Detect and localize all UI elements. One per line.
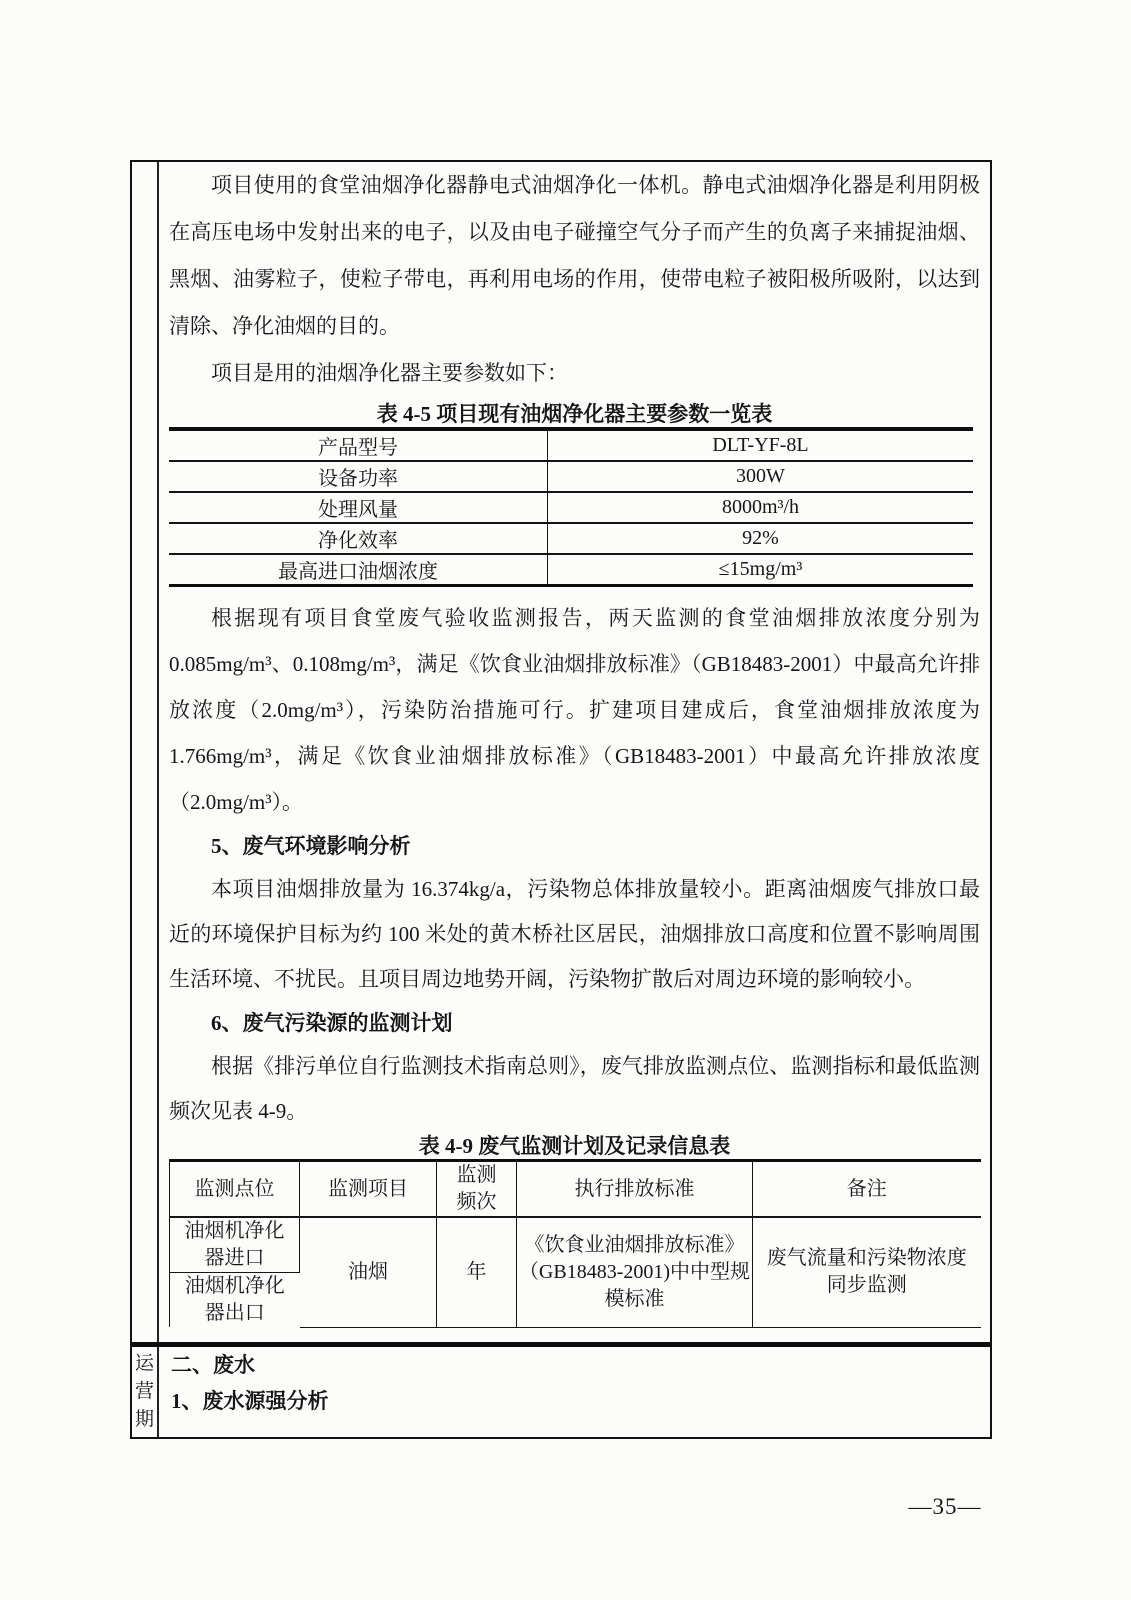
col-header-note: 备注 bbox=[753, 1161, 981, 1218]
param-value: ≤15mg/m³ bbox=[548, 554, 974, 586]
param-value: 92% bbox=[548, 523, 974, 554]
row-header-operation-period: 运营期 bbox=[132, 1347, 159, 1437]
monitor-frequency: 年 bbox=[437, 1217, 517, 1327]
section-heading-5: 5、废气环境影响分析 bbox=[211, 834, 411, 858]
param-label: 设备功率 bbox=[169, 461, 548, 492]
paragraph-params-lead: 项目是用的油烟净化器主要参数如下： bbox=[211, 361, 568, 385]
table-row bbox=[169, 461, 973, 492]
section-heading-6: 6、废气污染源的监测计划 bbox=[211, 1011, 453, 1035]
paragraph-impact-analysis: 本项目油烟排放量为 16.374kg/a，污染物总体排放量较小。距离油烟废气排放口最近的环境保护目标为约 100 米处的黄木桥社区居民，油烟排放口高度和位置不影响周围生活环境、不扰民。且项目周边地势开阔，污染物扩散后对周边环境的影响较小。 bbox=[169, 877, 980, 991]
param-label: 产品型号 bbox=[169, 429, 548, 461]
col-header-item: 监测项目 bbox=[300, 1161, 437, 1218]
subsection-1-heading: 1、废水源强分析 bbox=[171, 1389, 329, 1413]
param-value: 8000m³/h bbox=[548, 492, 974, 523]
param-label: 最高进口油烟浓度 bbox=[169, 554, 548, 586]
param-value: DLT-YF-8L bbox=[712, 434, 809, 456]
monitor-point-inlet: 油烟机净化器进口 bbox=[170, 1217, 300, 1273]
param-label: 净化效率 bbox=[169, 523, 548, 554]
col-header-standard: 执行排放标准 bbox=[517, 1161, 753, 1218]
table-4-5-title: 表 4-5 项目现有油烟净化器主要参数一览表 bbox=[376, 402, 773, 426]
waste-water-content-cell bbox=[159, 1347, 990, 1437]
page-number: —35— bbox=[908, 1494, 982, 1519]
table-row bbox=[169, 523, 973, 554]
table-4-9-title: 表 4-9 废气监测计划及记录信息表 bbox=[418, 1134, 731, 1158]
table-row-inlet bbox=[170, 1217, 981, 1273]
table-header-row bbox=[170, 1161, 981, 1218]
monitor-point-outlet: 油烟机净化器出口 bbox=[184, 1275, 285, 1324]
table-row-waste-water bbox=[132, 1347, 990, 1437]
col-header-point: 监测点位 bbox=[170, 1161, 300, 1218]
table-row bbox=[169, 492, 973, 523]
monitor-note: 废气流量和污染物浓度同步监测 bbox=[753, 1217, 981, 1327]
paragraph-purifier-principle: 项目使用的食堂油烟净化器静电式油烟净化一体机。静电式油烟净化器是利用阴极在高压电场中发射出来的电子，以及由电子碰撞空气分子而产生的负离子来捕捉油烟、黑烟、油雾粒子，使粒子带电，再利用电场的作用，使带电粒子被阳极所吸附，以达到清除、净化油烟的目的。 bbox=[169, 173, 980, 338]
monitor-item: 油烟 bbox=[300, 1217, 437, 1327]
table-4-5-purifier-params bbox=[169, 427, 973, 587]
param-value: 300W bbox=[548, 461, 974, 492]
col-header-frequency: 监测频次 bbox=[437, 1161, 517, 1218]
table-row bbox=[169, 554, 973, 586]
paragraph-monitoring-plan: 根据《排污单位自行监测技术指南总则》，废气排放监测点位、监测指标和最低监测频次见表 4-9。 bbox=[169, 1054, 980, 1123]
table-row-waste-gas bbox=[132, 162, 990, 1347]
emission-standard: 《饮食业油烟排放标准》（GB18483-2001)中中型规模标准 bbox=[517, 1217, 753, 1327]
table-row bbox=[169, 429, 973, 461]
section-2-heading: 二、废水 bbox=[171, 1353, 255, 1377]
paragraph-monitoring-results: 根据现有项目食堂废气验收监测报告，两天监测的食堂油烟排放浓度分别为0.085mg/m³、0.108mg/m³，满足《饮食业油烟排放标准》（GB18483-2001）中最高允许排放浓度（2.0mg/m³），污染防治措施可行。扩建项目建成后，食堂油烟排放浓度为 1.766mg/m³，满足《饮食业油烟排放标准》（GB18483-2001）中最高允许排放浓度（2.0mg/m³）。 bbox=[169, 606, 980, 814]
report-table-frame bbox=[130, 160, 992, 1439]
table-4-9-monitoring-plan bbox=[169, 1159, 981, 1328]
waste-gas-content-cell bbox=[159, 162, 990, 1342]
param-label: 处理风量 bbox=[169, 492, 548, 523]
row-header-strip-empty bbox=[132, 162, 159, 1342]
